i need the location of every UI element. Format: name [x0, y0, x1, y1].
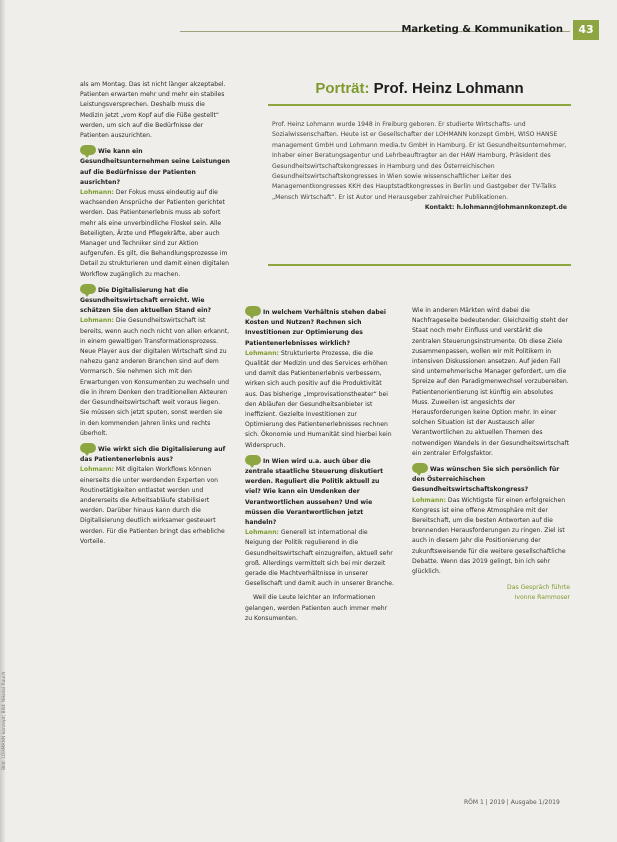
qa-block-3	[80, 443, 230, 547]
column-3	[412, 306, 570, 603]
page-footer: RÖM 1 | 2019 | Ausgabe 1/2019	[464, 799, 560, 806]
portrait-text: Prof. Heinz Lohmann wurde 1948 in Freiburg geboren. Er studierte Wirtschafts- und Sozialwissenschaften. Heute ist er Gesellschafter der LOHMANN konzept GmbH, WISO HANSE management GmbH und Lohmann media.tv GmbH in Hamburg. Er ist Gesundheitsunternehmer, Inhaber einer Beratungsagentur und Lehrbeauftragter an der HAW Hamburg, Präsident des Gesundheitswirtschaftskongresses in Hamburg und des Österreichischen Gesundheitswirtschaftskongresses in Wien sowie wissenschaftlicher Leiter des Managementkongresses KKH des Hauptstadtkongresses in Berlin und Gastgeber der TV-Talks „Mensch Wirtschaft“. Er ist Autor und Herausgeber zahlreicher Publikationen.	[272, 121, 567, 201]
answer-speaker: Lohmann:	[245, 349, 279, 357]
question-2: Die Digitalisierung hat die Gesundheitswirtschaft erreicht. Wie schätzen Sie den aktuellen Stand ein?	[80, 284, 230, 317]
answer-5: Generell ist international die Neigung der Politik regulierend in die Gesundheitswirtschaft einzugreifen, aktuell sehr groß. Allerdings vermittelt sich bei mir derzeit gerade die Machtverhältnisse in unserer Gesellschaft und damit auch in unserer Branche.	[245, 529, 394, 588]
question-3: Wie wirkt sich die Digitalisierung auf das Patientenerlebnis aus?	[80, 443, 230, 465]
qa-block-2	[80, 284, 230, 439]
answer-1: Der Fokus muss eindeutig auf die wachsenden Ansprüche der Patienten gerichtet werden. Das Patientenerlebnis muss ab sofort mehr als eine unverbindliche Floskel sein. Alle Beteiligten, Ärzte und Pflegekräfte, aber auch Manager und Techniker sind zur Aktion aufgerufen. Es gilt, die Behandlungsprozesse im Detail zu strukturieren und damit einen digitalen Workflow zugänglich zu machen.	[80, 189, 229, 278]
contact-email[interactable]: Kontakt: h.lohmann@lohmannkonzept.de	[424, 204, 567, 212]
answer-speaker: Lohmann:	[245, 529, 279, 537]
question-icon	[80, 145, 96, 155]
page-number: 43	[573, 20, 599, 40]
image-credit: Bild: LOHMANN konzept; Bild: Nikolai Rauch	[2, 671, 7, 770]
answer-4: Strukturierte Prozesse, die die Qualität der Medizin und des Services erhöhen und damit das Patientenerlebnis verbessern, wirken sich auch positiv auf die Produktivität aus. Das bisherige „Improvisationstheater“ bei den Abläufen der Gesundheitsanbieter ist ineffizient. Gezielte Investitionen zur Optimierung des Patientenerlebnisses rechnen sich. Ökonomie und Humanität sind hierbei kein Widerspruch.	[245, 349, 392, 449]
portrait-rule-bottom	[268, 264, 571, 266]
question-icon	[245, 455, 261, 465]
question-1: Wie kann ein Gesundheitsunternehmen seine Leistungen auf die Bedürfnisse der Patienten ausrichten?	[80, 145, 230, 188]
portrait-box	[268, 76, 571, 266]
portrait-rule-top	[268, 104, 571, 106]
answer-speaker: Lohmann:	[412, 496, 446, 504]
column-1	[80, 80, 230, 551]
question-icon	[412, 463, 428, 473]
section-title: Marketing & Kommunikation	[401, 24, 563, 35]
portrait-title: Porträt: Prof. Heinz Lohmann	[315, 80, 524, 97]
question-5: In Wien wird u.a. auch über die zentrale staatliche Steuerung diskutiert werden. Reguliert die Politik aktuell zu viel? Wie kann ein Umdenken der Verantwortlichen aussehen? Und wie müssen die Verantwortlichen jetzt handeln?	[245, 455, 395, 528]
answer-2: Die Gesundheitswirtschaft ist bereits, wenn auch noch nicht von allen erkannt, in einem gewaltigen Transformationsprozess. Neue Player aus der digitalen Wirtschaft sind zu nahezu ganz anderen Branchen sind auf dem Vormarsch. Sie nehmen sich mit den Erwartungen von Konsumenten zu wechseln und die in ihrem Denken den traditionellen Akteuren der Gesundheitswirtschaft weit voraus liegen. Sie müssen sich jetzt sputen, sonst werden sie in den kommenden Jahren links und rechts überholt.	[80, 317, 230, 437]
answer-speaker: Lohmann:	[80, 466, 114, 474]
answer-speaker: Lohmann:	[80, 189, 114, 197]
intro-paragraph: als am Montag. Das ist nicht länger akzeptabel. Patienten erwarten mehr und mehr ein stabiles Leistungsversprechen. Deshalb muss die Medizin jetzt „vom Kopf auf die Füße gestellt“ werden, um sich auf die Bedürfnisse der Patienten auszurichten.	[80, 81, 226, 140]
paragraph-col3: Wie in anderen Märkten wird dabei die Nachfrageseite bedeutender. Gleichzeitig steht der Staat noch mehr Einfluss und verstärkt die zentralen Steuerungsinstrumente. Ob diese Ziele zusammenpassen, wollen wir mit Politikern in intensiven Diskussionen ansetzen. Auf jeden Fall sind unternehmerische Manager gefordert, um die Spreize auf den Paradigmenwechsel vorzubereiten. Patientenorientierung ist künftig ein absolutes Muss. Zuweilen ist angesichts der Herausforderungen keine Option mehr. In einer solchen Situation ist der Austausch aller Verantwortlichen zu aktuellen Themen des notwendigen Wandels in der Gesundheitswirtschaft ein zentraler Erfolgsfaktor.	[412, 307, 569, 457]
question-icon	[245, 306, 261, 316]
question-icon	[80, 284, 96, 294]
portrait-body	[272, 120, 567, 214]
answer-6: Das Wichtigste für einen erfolgreichen Kongress ist eine offene Atmosphäre mit der Bereitschaft, um die besten Antworten auf die brennenden Herausforderungen zu ringen. Ziel ist auch in diesem Jahr die Positionierung der zukunftsweisende für die weitere gesellschaftliche Debatte. Wenn das 2019 gelingt, bin ich sehr glücklich.	[412, 496, 566, 576]
qa-block-4	[245, 306, 395, 451]
qa-block-6	[412, 463, 570, 577]
answer-3: Mit digitalen Workflows können einerseits die unter werdenden Experten von Routinetätigkeiten entlastet werden und andererseits die Arbeitsabläufe stabilisiert werden. Darüber hinaus kann durch die Digitalisierung deutlich wirksamer gesteuert werden. Für die Patienten bringt das erhebliche Vorteile.	[80, 466, 225, 545]
interviewer-credit: Das Gespräch führte Ivonne Rammoser	[507, 584, 570, 602]
question-4: In welchem Verhältnis stehen dabei Kosten und Nutzen? Rechnen sich Investitionen zur Optimierung des Patientenerlebnisses wirklich?	[245, 306, 395, 349]
answer-speaker: Lohmann:	[80, 317, 114, 325]
answer-5-continued: Weil die Leute leichter an Informationen gelangen, werden Patienten auch immer mehr zu Konsumenten.	[245, 594, 388, 622]
question-6: Was wünschen Sie sich persönlich für den Österreichischen Gesundheitswirtschaftskongress?	[412, 463, 570, 496]
qa-block-5	[245, 455, 395, 590]
question-icon	[80, 443, 96, 453]
qa-block-1	[80, 145, 230, 280]
column-2	[245, 306, 395, 628]
